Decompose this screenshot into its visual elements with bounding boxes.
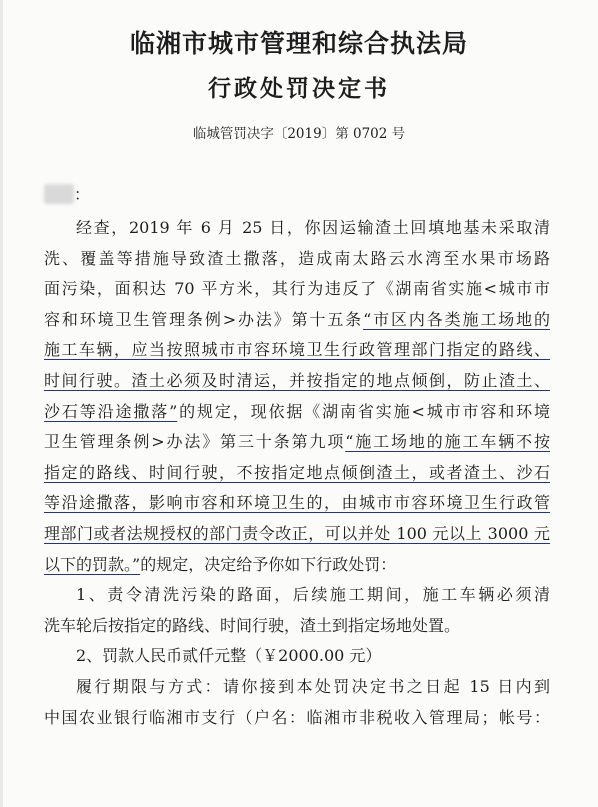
quoted-text: 时间行驶。渣土必须及时清运，并按指定的地点倾倒，防止渣土、: [44, 370, 550, 390]
paragraph-line: 经查，2019 年 6 月 25 日，你因运输渣土回填地基未采取清: [76, 218, 550, 237]
paragraph-line: 1、责令清洗污染的路面，后续施工期间，施工车辆必须清: [76, 585, 550, 605]
document-body: [44, 213, 550, 733]
quoted-text: “施工场地的施工车辆不按: [345, 432, 550, 452]
paragraph-line: 面污染，面积达 70 平方米，其行为违反了《湖南省实施<城市市: [44, 279, 550, 299]
quoted-text: 指定的路线、时间行驶，不按指定地点倾倒渣土，或者渣土、沙石: [44, 462, 550, 482]
paragraph-line: 洗车轮后按指定的路线、时间行驶，渣土到指定场地处置。: [44, 615, 461, 635]
paragraph-line: [44, 550, 550, 581]
addressee-line: [44, 182, 90, 205]
paragraph-line: [44, 397, 550, 428]
redacted-name: [44, 184, 74, 204]
quoted-text: 等沿途撒落，影响市容和环境卫生的，由城市市容环境卫生行政管: [44, 493, 550, 513]
quoted-text: “市区内各类施工场地的: [363, 309, 550, 329]
text-run: 容和环境卫生管理条例>办法》第十五条: [44, 309, 364, 329]
paragraph-line: 履行期限与方式：请你接到本处罚决定书之日起 15 日内到: [76, 676, 550, 696]
paragraph-line: 中国农业银行临湘市支行（户名：临湘市非税收入管理局；帐号：: [44, 707, 550, 727]
text-run: 卫生管理条例>办法》第三十条第九项: [44, 432, 346, 452]
paragraph-line: [44, 458, 550, 489]
paragraph-line: [44, 427, 550, 458]
paragraph-line: 洗、覆盖等措施导致渣土撒落，造成南太路云水湾至水果市场路: [44, 248, 550, 268]
document-number: 临城管罚决字〔2019〕第 0702 号: [192, 126, 406, 142]
text-run: 的规定，现依据《湖南省实施<城市市容和环境: [177, 401, 550, 421]
paragraph-line: 2、罚款人民币贰仟元整（￥2000.00 元）: [76, 646, 382, 666]
agency-title: 临湘市城市管理和综合执法局: [129, 29, 468, 58]
text-run: 的规定，决定给予你如下行政处罚：: [140, 554, 397, 574]
paragraph-line: [44, 488, 550, 519]
quoted-text: 理部门或者法规授权的部门责令改正，可以并处 100 元以上 3000 元: [44, 523, 550, 543]
quoted-text: 以下的罚款。”: [44, 554, 141, 574]
paragraph-line: [44, 519, 550, 550]
paragraph-line: [44, 335, 550, 366]
addressee-colon: ：: [74, 185, 91, 204]
document-title: 行政处罚决定书: [208, 76, 390, 102]
quoted-text: 沙石等沿途撒落”: [44, 401, 178, 421]
quoted-text: 施工车辆，应当按照城市市容环境卫生行政管理部门指定的路线、: [44, 340, 550, 360]
paragraph-line: [44, 305, 550, 336]
paragraph-line: [44, 366, 550, 397]
